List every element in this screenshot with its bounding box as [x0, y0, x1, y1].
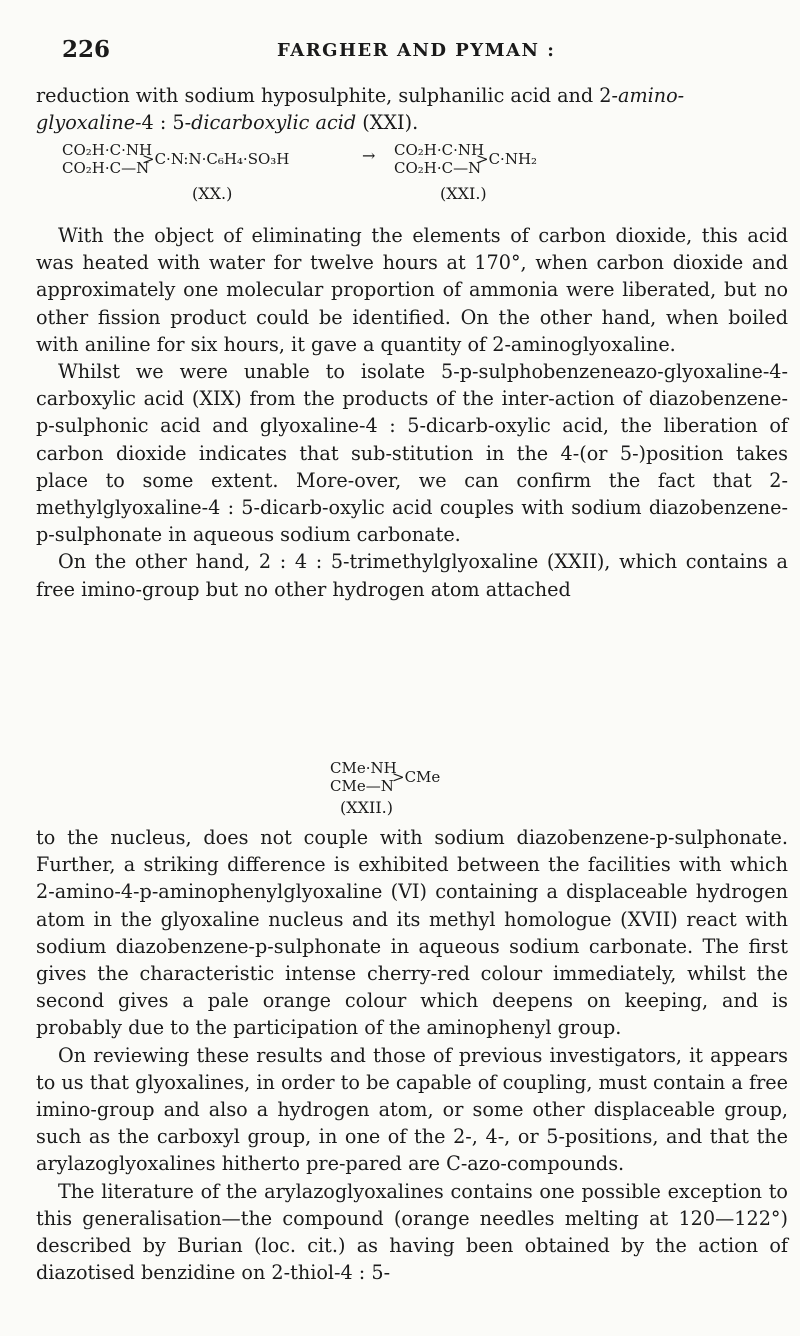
intro-line-1: [36, 82, 788, 109]
reaction-arrow-icon: →: [362, 146, 376, 165]
scheme-xx-xxi: [62, 142, 762, 214]
intro-line-2-italic2: dicarboxylic acid: [191, 111, 357, 135]
paragraph-2: Whilst we were unable to isolate 5-p-sulphobenzeneazo-glyoxaline-4-carboxylic acid (XIX) from the products of the inter-action of diazobenzene-p-sulphonic acid and glyoxaline-4 : 5-dicarb-oxylic acid, the liberation of carbon dioxide indicates that sub-stitution in the 4-(or 5-)position takes place to some extent. More-over, we can confirm the fact that 2-methylglyoxaline-4 : 5-dicarb-oxylic acid couples with sodium diazobenzene-p-sulphonate in aqueous sodium carbonate.: [36, 360, 788, 547]
xxi-right: >C·NH₂: [476, 150, 538, 168]
paragraph-1: With the object of eliminating the elements of carbon dioxide, this acid was heated with water for twelve hours at 170°, when carbon dioxide and approximately one molecular proportion of ammonia were liberated, but no other fission product could be identified. On the other hand, when boiled with aniline for six hours, it gave a quantity of 2-aminoglyoxaline.: [36, 224, 788, 356]
paragraph-3: On the other hand, 2 : 4 : 5-trimethylglyoxaline (XXII), which contains a free imino-group but no other hydrogen atom attached: [36, 550, 788, 601]
xxii-right: >CMe: [392, 768, 441, 786]
page-header: [62, 36, 760, 76]
intro-text: [36, 82, 788, 136]
intro-line-2-italic: glyoxaline-: [36, 111, 142, 135]
label-xxii: (XXII.): [340, 798, 393, 817]
xxii-bottom: CMe—N: [330, 777, 394, 795]
body-text-upper: [36, 222, 788, 603]
xxii-top: CMe·NH: [330, 759, 397, 777]
xx-bottom: CO₂H·C—N: [62, 159, 150, 177]
intro-line-2-mid: 4 : 5-: [141, 111, 192, 135]
intro-line-1-text: reduction with sodium hyposulphite, sulphanilic acid and 2-: [36, 84, 618, 107]
xx-top: CO₂H·C·NH: [62, 141, 153, 159]
paragraph-4: to the nucleus, does not couple with sodium diazobenzene-p-sulphonate. Further, a striking difference is exhibited between the facilities with which 2-amino-4-p-aminophenylglyoxaline (VI) containing a displaceable hydrogen atom in the glyoxaline nucleus and its methyl homologue (XVII) react with sodium diazobenzene-p-sulphonate in aqueous sodium carbonate. The first gives the characteristic intense cherry-red colour immediately, whilst the second gives a pale orange colour which deepens on keeping, and is probably due to the participation of the aminophenyl group.: [36, 826, 788, 1040]
intro-line-2: [36, 109, 788, 136]
xxi-top: CO₂H·C·NH: [394, 141, 485, 159]
page-number: 226: [62, 36, 111, 63]
label-xxi: (XXI.): [440, 184, 487, 203]
paragraph-5: On reviewing these results and those of previous investigators, it appears to us that glyoxalines, in order to be capable of coupling, must contain a free imino-group and also a hydrogen atom, or some other displaceable group, such as the carboxyl group, in one of the 2-, 4-, or 5-positions, and that the arylazoglyoxalines hitherto pre-pared are C-azo-compounds.: [36, 1043, 788, 1176]
running-head: FARGHER AND PYMAN :: [277, 40, 556, 61]
body-text-lower: [36, 824, 788, 1286]
xx-right: >C·N:N·C₆H₄·SO₃H: [142, 150, 290, 168]
label-xx: (XX.): [192, 184, 233, 203]
intro-line-1-italic: amino-: [618, 84, 685, 107]
scheme-xxii: [330, 760, 530, 822]
intro-line-2-end: (XXI).: [356, 111, 419, 135]
xxi-bottom: CO₂H·C—N: [394, 159, 482, 177]
paragraph-6: The literature of the arylazoglyoxalines contains one possible exception to this generalisation—the compound (orange needles melting at 120—122°) described by Burian (loc. cit.) as having been obtained by the action of diazotised benzidine on 2-thiol-4 : 5-: [36, 1179, 788, 1285]
